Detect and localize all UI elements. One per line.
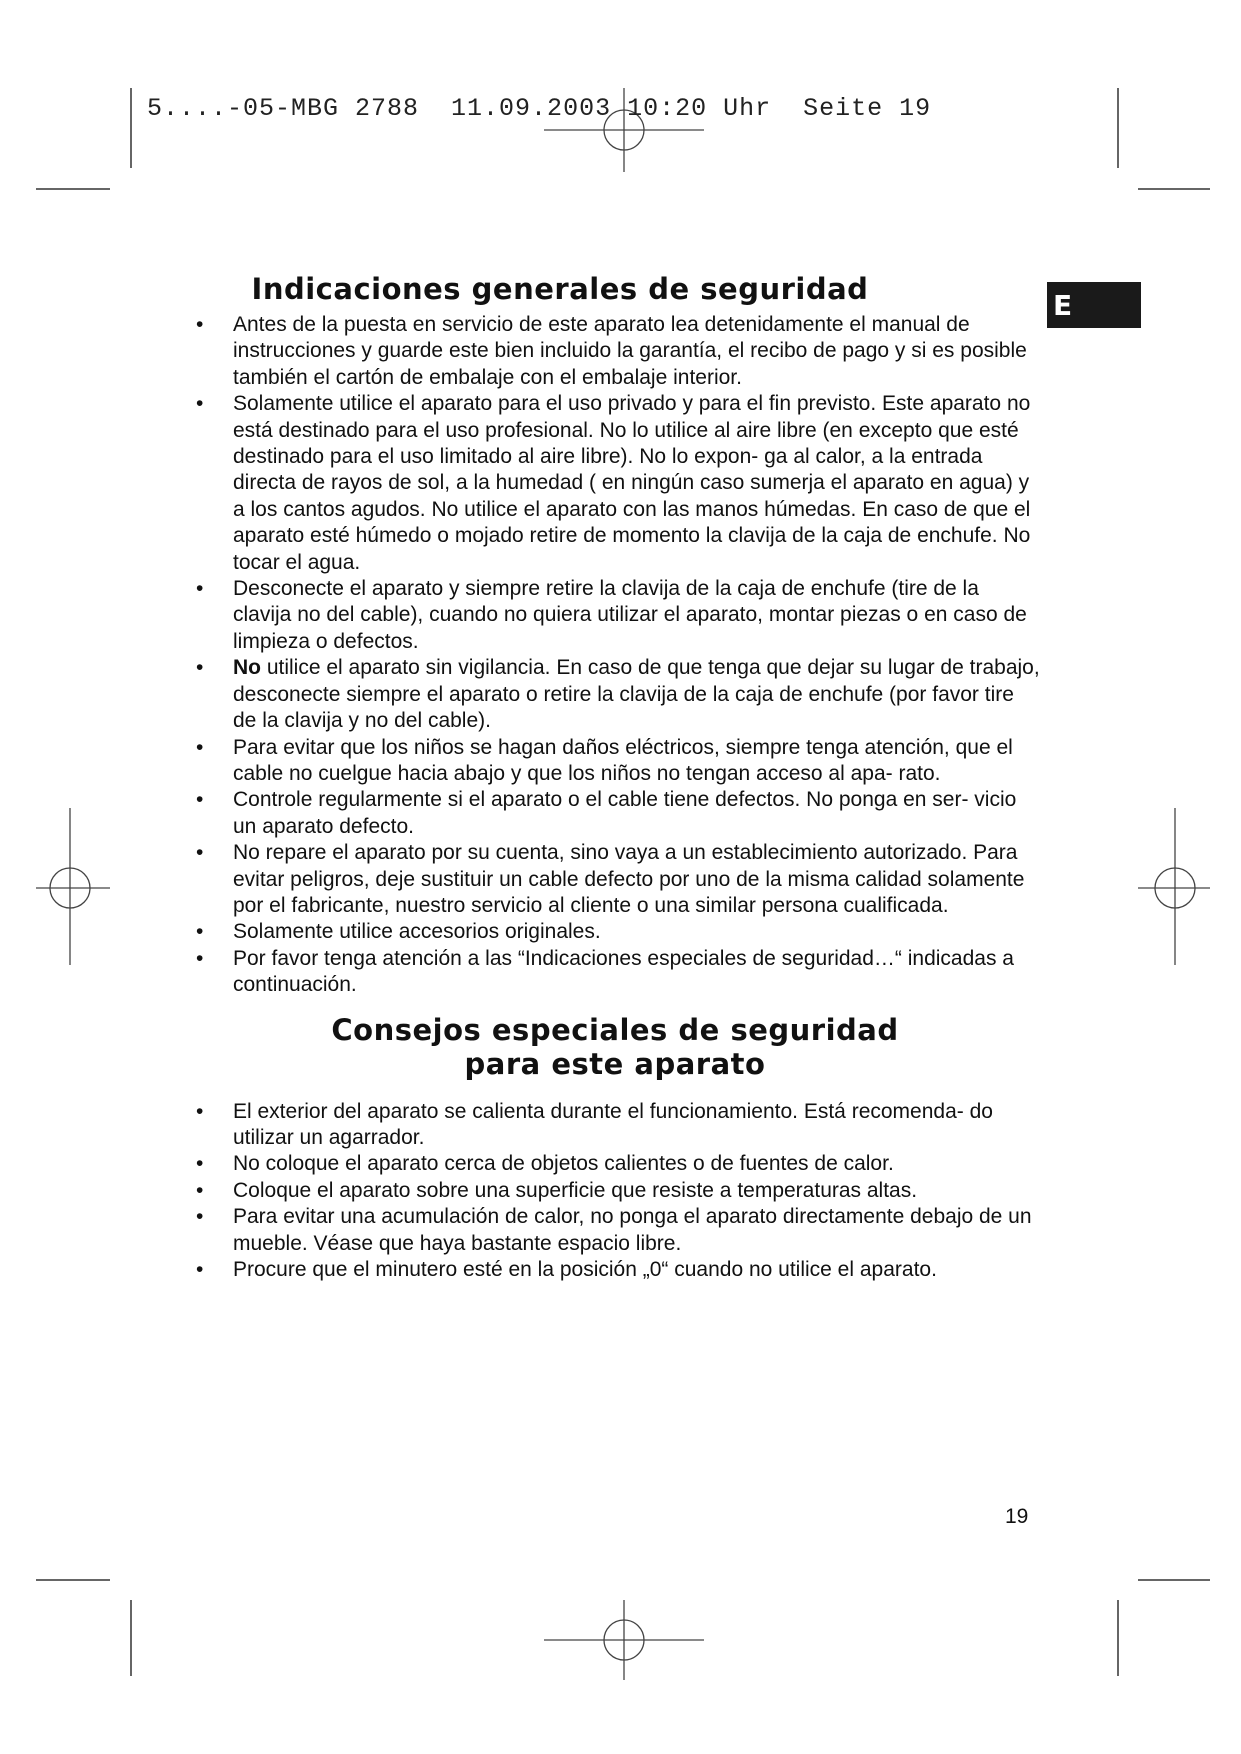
list-item: • No utilice el aparato sin vigilancia. En caso de que tenga que dejar su lugar de trabajo, desconecte siempre el aparato o retire la clavija de la caja de enchufe (por favor tire de la clavija y no del cable). (190, 655, 1040, 734)
list-item: • Desconecte el aparato y siempre retire la clavija de la caja de enchufe (tire de la clavija no del cable), cuando no quiera utilizar el aparato, montar piezas o en caso de limpieza o defectos. (190, 576, 1040, 655)
section-title-general-safety: Indicaciones generales de seguridad (251, 272, 869, 306)
language-tab (1047, 282, 1141, 328)
list-item: • Por favor tenga atención a las “Indicaciones especiales de seguridad…“ indicadas a continuación. (190, 946, 1040, 999)
special-safety-list (190, 1099, 1040, 1284)
list-item: • El exterior del aparato se calienta durante el funcionamiento. Está recomenda- do utilizar un agarrador. (190, 1099, 1040, 1152)
section-title-special-safety (190, 1013, 1040, 1081)
list-item: • Para evitar una acumulación de calor, no ponga el aparato directamente debajo de un mueble. Véase que haya bastante espacio libre. (190, 1204, 1040, 1257)
language-tab-label: E (1053, 288, 1073, 322)
list-item: • Controle regularmente si el aparato o el cable tiene defectos. No ponga en ser- vicio un aparato defecto. (190, 787, 1040, 840)
emphasis-no: No (233, 656, 261, 680)
registration-crosshair-right (1138, 808, 1210, 965)
list-item: • Solamente utilice accesorios originales. (190, 919, 1040, 945)
print-slug-line: 5....-05-MBG 2788 11.09.2003 10:20 Uhr Seite 19 (147, 94, 932, 123)
list-item: • Antes de la puesta en servicio de este aparato lea detenidamente el manual de instrucciones y guarde este bien incluido la garantía, el recibo de pago y si es posible también el cartón de embalaje con el embalaje interior. (190, 312, 1040, 391)
list-item: • Coloque el aparato sobre una superficie que resiste a temperaturas altas. (190, 1178, 1040, 1204)
list-item: • Solamente utilice el aparato para el uso privado y para el fin previsto. Este aparato no está destinado para el uso profesional. No lo utilice al aire libre (en excepto que esté destinado para el uso limitado al aire libre). No lo expon- ga al calor, a la entrada directa de rayos de sol, a la humedad ( en ningún caso sumerja el aparato en agua) y a los cantos agudos. No utilice el aparato con las manos húmedas. En caso de que el aparato esté húmedo o mojado retire de momento la clavija de la caja de enchufe. No tocar el agua. (190, 391, 1040, 576)
section-title-line-1: Consejos especiales de seguridad (331, 1012, 899, 1047)
registration-crosshair-left (36, 808, 110, 965)
page-content (190, 272, 1040, 1283)
page-number: 19 (1005, 1505, 1029, 1528)
list-item: • Para evitar que los niños se hagan daños eléctricos, siempre tenga atención, que el cable no cuelgue hacia abajo y que los niños no tengan acceso al apa- rato. (190, 735, 1040, 788)
section-title-line-2: para este aparato (464, 1046, 766, 1081)
list-item: • No coloque el aparato cerca de objetos calientes o de fuentes de calor. (190, 1151, 1040, 1177)
list-item: • Procure que el minutero esté en la posición „0“ cuando no utilice el aparato. (190, 1257, 1040, 1283)
registration-crosshair-bottom (544, 1600, 704, 1680)
general-safety-list (190, 312, 1040, 999)
list-item: • No repare el aparato por su cuenta, sino vaya a un establecimiento autorizado. Para evitar peligros, deje sustituir un cable defecto por uno de la misma calidad solamente por el fabricante, nuestro servicio al cliente o una similar persona cualificada. (190, 840, 1040, 919)
